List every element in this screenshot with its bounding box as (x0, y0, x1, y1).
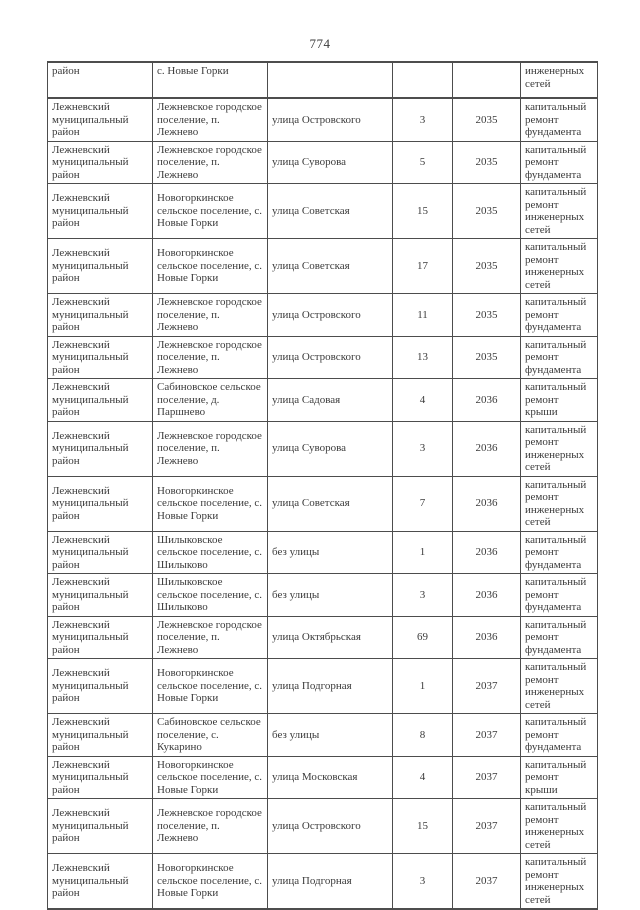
table-row (48, 476, 598, 531)
cell-house-number: 5 (393, 141, 453, 184)
cell-year: 2035 (453, 239, 521, 294)
cell-street: улица Октябрьская (268, 616, 393, 659)
table-row (48, 854, 598, 910)
cell-year: 2036 (453, 379, 521, 422)
cell-repair-type: капитальный ремонт инженерных сетей (521, 854, 598, 910)
repair-table-body (48, 62, 598, 909)
cell-street: улица Островского (268, 336, 393, 379)
cell-street: улица Суворова (268, 141, 393, 184)
table-row (48, 531, 598, 574)
cell-district: Лежневский муниципальный район (48, 294, 153, 337)
cell-settlement: Лежневское городское поселение, п. Лежнево (153, 294, 268, 337)
cell-street: без улицы (268, 574, 393, 617)
cell-street: без улицы (268, 531, 393, 574)
table-row (48, 756, 598, 799)
cell-settlement: Новогоркинское сельское поселение, с. Новые Горки (153, 854, 268, 910)
cell-street: улица Советская (268, 476, 393, 531)
cell-house-number: 7 (393, 476, 453, 531)
cell-district: Лежневский муниципальный район (48, 574, 153, 617)
cell-street: без улицы (268, 714, 393, 757)
cell-repair-type: капитальный ремонт крыши (521, 756, 598, 799)
cell-year (453, 62, 521, 98)
table-row (48, 714, 598, 757)
cell-year: 2035 (453, 294, 521, 337)
cell-settlement: Лежневское городское поселение, п. Лежнево (153, 799, 268, 854)
cell-district: Лежневский муниципальный район (48, 184, 153, 239)
cell-district: Лежневский муниципальный район (48, 756, 153, 799)
cell-settlement: Сабиновское сельское поселение, д. Паршнево (153, 379, 268, 422)
cell-street (268, 62, 393, 98)
cell-street: улица Островского (268, 799, 393, 854)
cell-district: Лежневский муниципальный район (48, 714, 153, 757)
cell-house-number: 69 (393, 616, 453, 659)
cell-district: Лежневский муниципальный район (48, 239, 153, 294)
cell-district: Лежневский муниципальный район (48, 421, 153, 476)
repair-plan-table (47, 61, 598, 910)
cell-repair-type: капитальный ремонт инженерных сетей (521, 184, 598, 239)
cell-district: Лежневский муниципальный район (48, 379, 153, 422)
cell-house-number: 17 (393, 239, 453, 294)
cell-repair-type: капитальный ремонт фундамента (521, 98, 598, 141)
cell-house-number: 1 (393, 659, 453, 714)
cell-district: Лежневский муниципальный район (48, 476, 153, 531)
cell-year: 2037 (453, 714, 521, 757)
cell-street: улица Островского (268, 294, 393, 337)
cell-year: 2035 (453, 98, 521, 141)
cell-settlement: с. Новые Горки (153, 62, 268, 98)
cell-settlement: Новогоркинское сельское поселение, с. Новые Горки (153, 659, 268, 714)
cell-settlement: Новогоркинское сельское поселение, с. Новые Горки (153, 756, 268, 799)
cell-settlement: Новогоркинское сельское поселение, с. Новые Горки (153, 239, 268, 294)
cell-house-number: 1 (393, 531, 453, 574)
cell-district: Лежневский муниципальный район (48, 799, 153, 854)
cell-district: Лежневский муниципальный район (48, 141, 153, 184)
cell-year: 2036 (453, 574, 521, 617)
cell-house-number: 4 (393, 379, 453, 422)
cell-repair-type: капитальный ремонт инженерных сетей (521, 659, 598, 714)
cell-house-number: 11 (393, 294, 453, 337)
cell-district: Лежневский муниципальный район (48, 98, 153, 141)
table-row (48, 659, 598, 714)
cell-settlement: Лежневское городское поселение, п. Лежнево (153, 421, 268, 476)
cell-year: 2036 (453, 476, 521, 531)
cell-year: 2037 (453, 756, 521, 799)
cell-settlement: Лежневское городское поселение, п. Лежнево (153, 141, 268, 184)
table-row (48, 574, 598, 617)
cell-year: 2036 (453, 616, 521, 659)
table-row (48, 799, 598, 854)
cell-district: Лежневский муниципальный район (48, 336, 153, 379)
table-row (48, 62, 598, 98)
cell-year: 2036 (453, 531, 521, 574)
cell-street: улица Московская (268, 756, 393, 799)
cell-house-number: 3 (393, 574, 453, 617)
cell-district: Лежневский муниципальный район (48, 531, 153, 574)
cell-district: Лежневский муниципальный район (48, 854, 153, 910)
cell-year: 2035 (453, 141, 521, 184)
cell-settlement: Шилыковское сельское поселение, с. Шилыково (153, 531, 268, 574)
cell-year: 2037 (453, 659, 521, 714)
cell-street: улица Садовая (268, 379, 393, 422)
table-row (48, 379, 598, 422)
cell-settlement: Новогоркинское сельское поселение, с. Новые Горки (153, 476, 268, 531)
cell-house-number: 8 (393, 714, 453, 757)
cell-house-number: 15 (393, 799, 453, 854)
cell-repair-type: капитальный ремонт инженерных сетей (521, 239, 598, 294)
cell-settlement: Новогоркинское сельское поселение, с. Новые Горки (153, 184, 268, 239)
cell-repair-type: капитальный ремонт инженерных сетей (521, 799, 598, 854)
cell-street: улица Подгорная (268, 854, 393, 910)
cell-repair-type: капитальный ремонт инженерных сетей (521, 476, 598, 531)
cell-district: Лежневский муниципальный район (48, 659, 153, 714)
cell-house-number: 3 (393, 854, 453, 910)
cell-repair-type: капитальный ремонт фундамента (521, 616, 598, 659)
cell-repair-type: капитальный ремонт крыши (521, 379, 598, 422)
table-row (48, 141, 598, 184)
cell-repair-type: капитальный ремонт фундамента (521, 714, 598, 757)
cell-repair-type: капитальный ремонт фундамента (521, 531, 598, 574)
cell-year: 2036 (453, 421, 521, 476)
table-row (48, 294, 598, 337)
cell-settlement: Лежневское городское поселение, п. Лежнево (153, 98, 268, 141)
cell-settlement: Лежневское городское поселение, п. Лежнево (153, 616, 268, 659)
cell-street: улица Подгорная (268, 659, 393, 714)
cell-repair-type: капитальный ремонт фундамента (521, 574, 598, 617)
table-row (48, 184, 598, 239)
cell-district: Лежневский муниципальный район (48, 616, 153, 659)
cell-house-number: 13 (393, 336, 453, 379)
cell-street: улица Островского (268, 98, 393, 141)
table-row (48, 239, 598, 294)
cell-street: улица Советская (268, 239, 393, 294)
cell-repair-type: капитальный ремонт фундамента (521, 294, 598, 337)
cell-year: 2035 (453, 184, 521, 239)
cell-repair-type: инженерных сетей (521, 62, 598, 98)
cell-year: 2037 (453, 854, 521, 910)
cell-repair-type: капитальный ремонт фундамента (521, 336, 598, 379)
cell-street: улица Советская (268, 184, 393, 239)
cell-street: улица Суворова (268, 421, 393, 476)
cell-repair-type: капитальный ремонт фундамента (521, 141, 598, 184)
cell-house-number: 3 (393, 421, 453, 476)
table-row (48, 616, 598, 659)
page-number: 774 (309, 36, 331, 51)
table-row (48, 336, 598, 379)
cell-settlement: Шилыковское сельское поселение, с. Шилыково (153, 574, 268, 617)
cell-house-number (393, 62, 453, 98)
cell-settlement: Сабиновское сельское поселение, с. Кукарино (153, 714, 268, 757)
cell-repair-type: капитальный ремонт инженерных сетей (521, 421, 598, 476)
cell-house-number: 4 (393, 756, 453, 799)
cell-district: район (48, 62, 153, 98)
cell-year: 2037 (453, 799, 521, 854)
table-row (48, 98, 598, 141)
table-row (48, 421, 598, 476)
cell-year: 2035 (453, 336, 521, 379)
cell-settlement: Лежневское городское поселение, п. Лежнево (153, 336, 268, 379)
cell-house-number: 15 (393, 184, 453, 239)
cell-house-number: 3 (393, 98, 453, 141)
